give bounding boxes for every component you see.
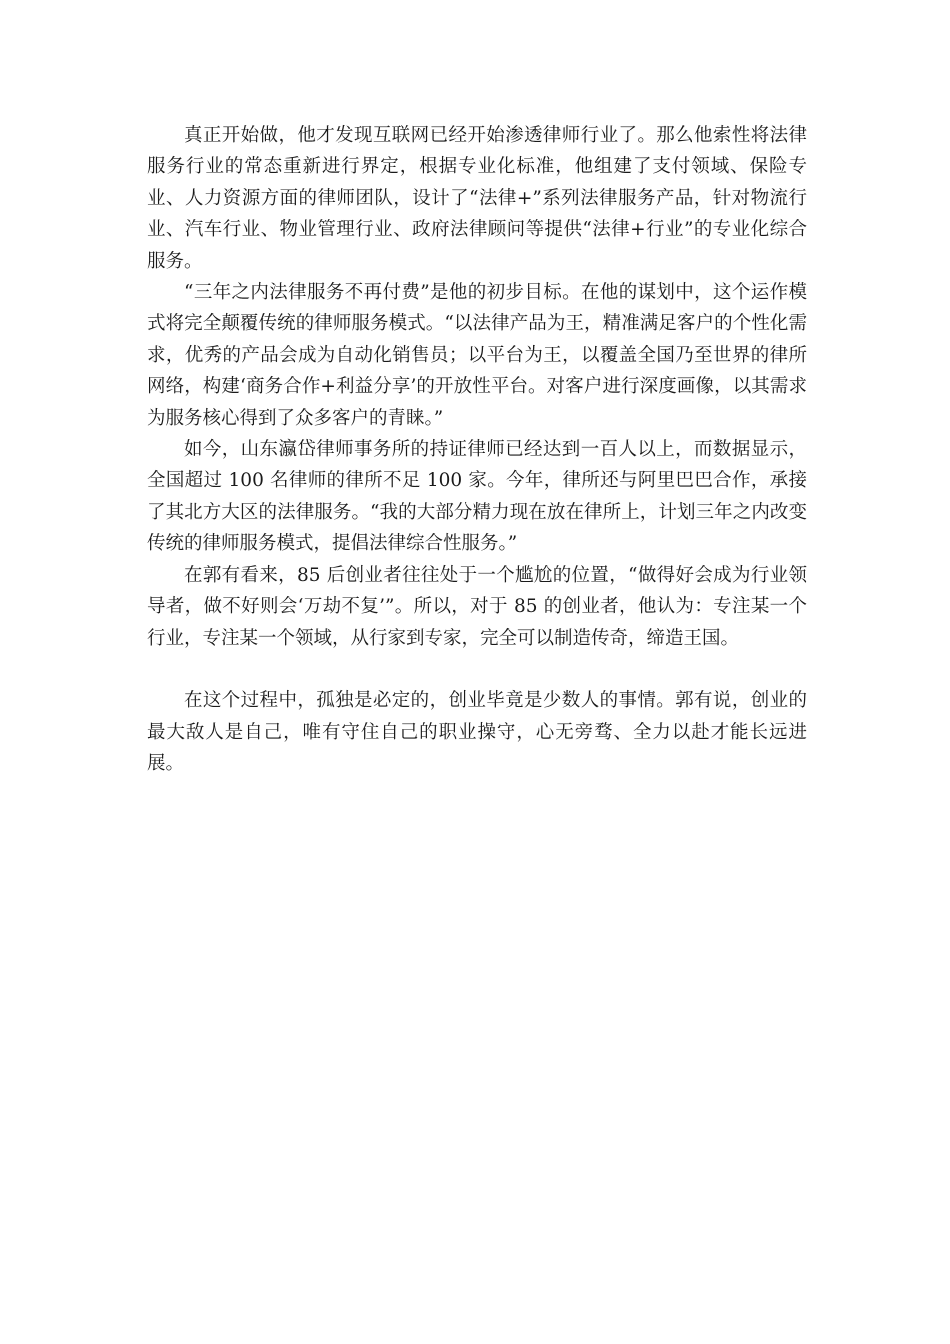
paragraph-2: “三年之内法律服务不再付费”是他的初步目标。在他的谋划中，这个运作模式将完全颠覆传统的律师服务模式。“以法律产品为王，精准满足客户的个性化需求，优秀的产品会成为自动化销售员；以平台为王，以覆盖全国乃至世界的律所网络，构建‘商务合作+利益分享’的开放性平台。对客户进行深度画像，以其需求为服务核心得到了众多客户的青睐。” bbox=[147, 282, 807, 429]
article-body bbox=[147, 120, 807, 780]
paragraph-4: 在郭有看来，85 后创业者往往处于一个尴尬的位置，“做得好会成为行业领导者，做不好则会‘万劫不复’”。所以，对于 85 的创业者，他认为：专注某一个行业，专注某一个领域，从行家到专家，完全可以制造传奇，缔造王国。 bbox=[147, 564, 807, 649]
paragraph-3: 如今，山东瀛岱律师事务所的持证律师已经达到一百人以上，而数据显示，全国超过 100 名律师的律所不足 100 家。今年，律所还与阿里巴巴合作，承接了其北方大区的法律服务。“我的大部分精力现在放在律所上，计划三年之内改变传统的律师服务模式，提倡法律综合性服务。” bbox=[147, 439, 807, 555]
paragraph-spacer bbox=[147, 654, 807, 685]
paragraph-1: 真正开始做，他才发现互联网已经开始渗透律师行业了。那么他索性将法律服务行业的常态重新进行界定，根据专业化标准，他组建了支付领域、保险专业、人力资源方面的律师团队，设计了“法律+”系列法律服务产品，针对物流行业、汽车行业、物业管理行业、政府法律顾问等提供“法律+行业”的专业化综合服务。 bbox=[147, 125, 807, 272]
paragraph-5: 在这个过程中，孤独是必定的，创业毕竟是少数人的事情。郭有说，创业的最大敌人是自己，唯有守住自己的职业操守，心无旁骛、全力以赴才能长远进展。 bbox=[147, 690, 807, 775]
